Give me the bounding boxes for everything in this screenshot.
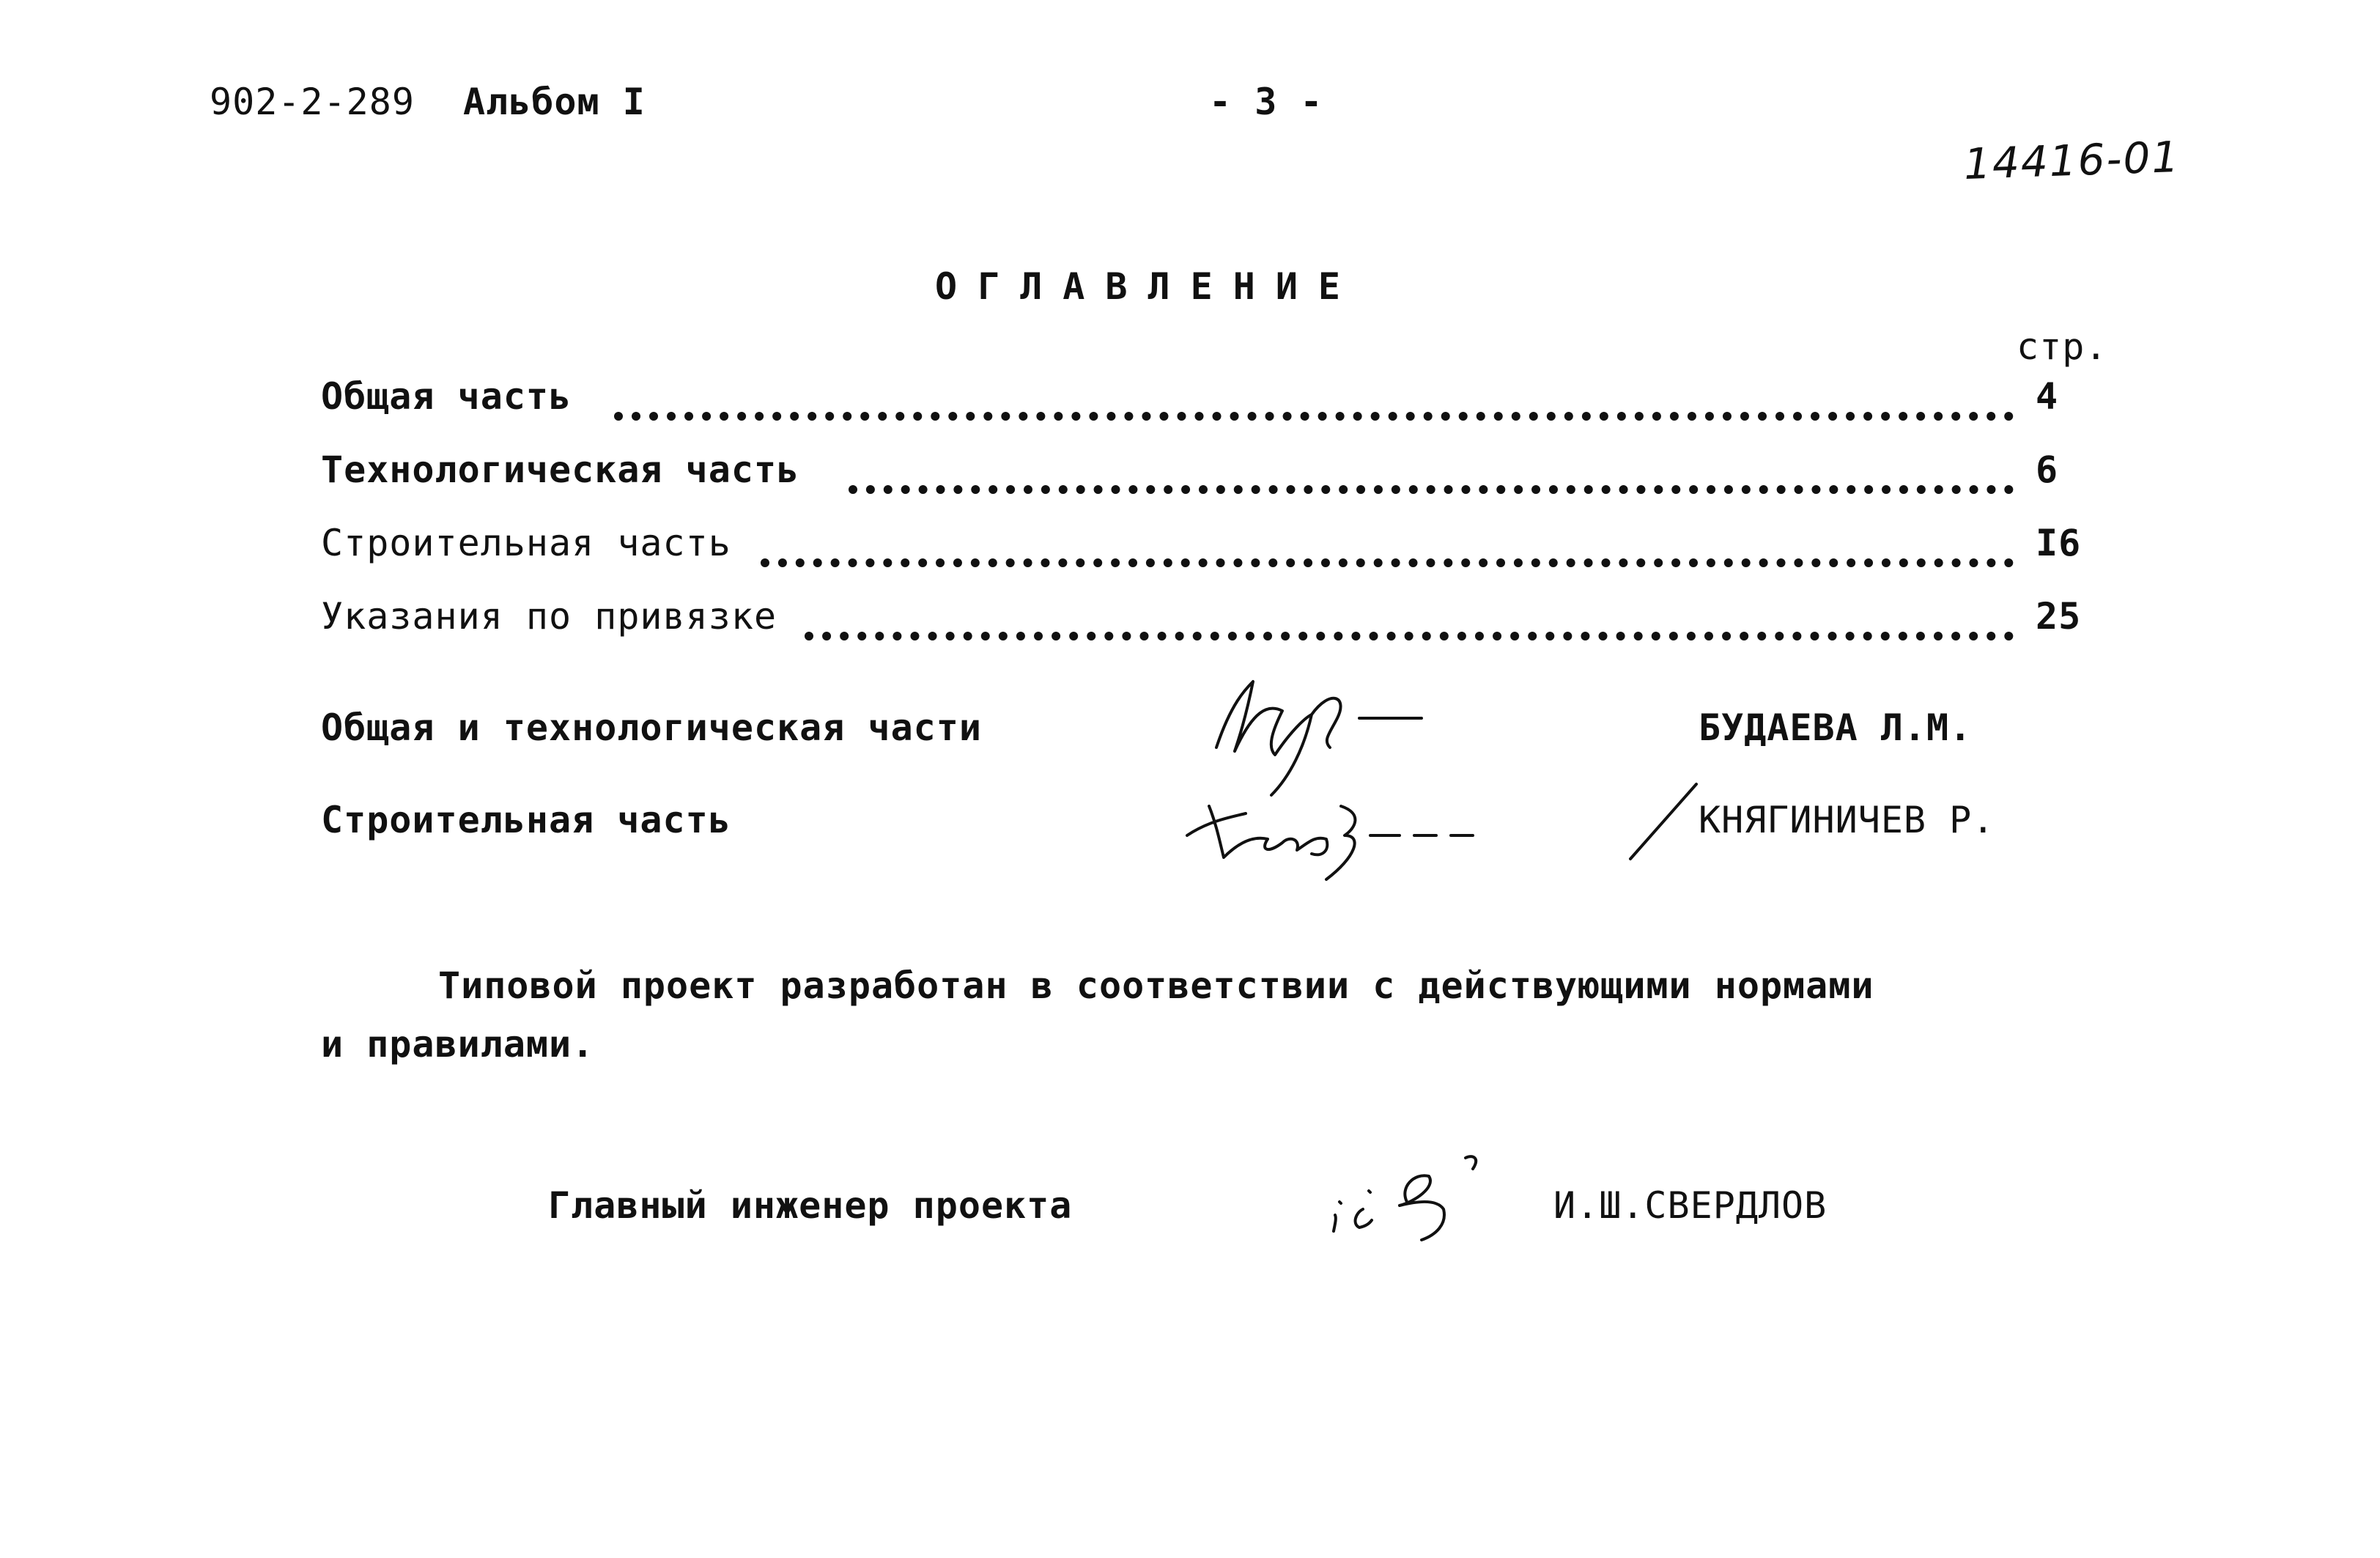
toc-item-page: I6: [2036, 522, 2082, 564]
toc-item-label: Указания по привязке: [321, 595, 777, 638]
signature-knyaginichev: [1180, 784, 1488, 887]
toc-item-label: Строительная часть: [321, 522, 731, 564]
author-name: КНЯГИНИЧЕВ Р.: [1699, 799, 1995, 841]
album-label: Альбом I: [463, 81, 646, 123]
document-code: 902-2-289: [210, 81, 415, 123]
toc-item-page: 25: [2036, 595, 2082, 638]
author-section-label: Строительная часть: [321, 799, 731, 841]
toc-item-label: Технологическая часть: [321, 448, 800, 491]
page-column-label: стр.: [2017, 325, 2108, 368]
toc-title: ОГЛАВЛЕНИЕ: [935, 265, 1361, 308]
statement-line-2: и правилами.: [321, 1023, 595, 1066]
toc-item-page: 6: [2036, 448, 2059, 491]
toc-item-page: 4: [2036, 375, 2059, 418]
toc-item: [321, 522, 2094, 572]
author-name: БУДАЕВА Л.М.: [1699, 706, 1973, 749]
toc-leader-dots: [761, 535, 2014, 567]
toc-item-label: Общая часть: [321, 375, 572, 418]
chief-engineer-name: И.Ш.СВЕРДЛОВ: [1553, 1184, 1828, 1227]
toc-item: [321, 595, 2094, 645]
toc-leader-dots: [849, 462, 2014, 494]
toc-leader-dots: [805, 608, 2014, 640]
statement-line-1: Типовой проект разработан в соответствии с действующими нормами: [438, 964, 1874, 1007]
signature-budaeva: [1202, 660, 1436, 799]
toc-leader-dots: [614, 388, 2014, 421]
toc-item: [321, 448, 2094, 498]
page-number: - 3 -: [1209, 81, 1323, 123]
author-section-label: Общая и технологическая части: [321, 706, 982, 749]
chief-engineer-title: Главный инженер проекта: [548, 1184, 1073, 1227]
inventory-number: 14416-01: [1962, 131, 2181, 190]
signature-sverdlov: [1326, 1151, 1517, 1246]
slash-mark: [1619, 777, 1707, 865]
toc-item: [321, 375, 2094, 425]
